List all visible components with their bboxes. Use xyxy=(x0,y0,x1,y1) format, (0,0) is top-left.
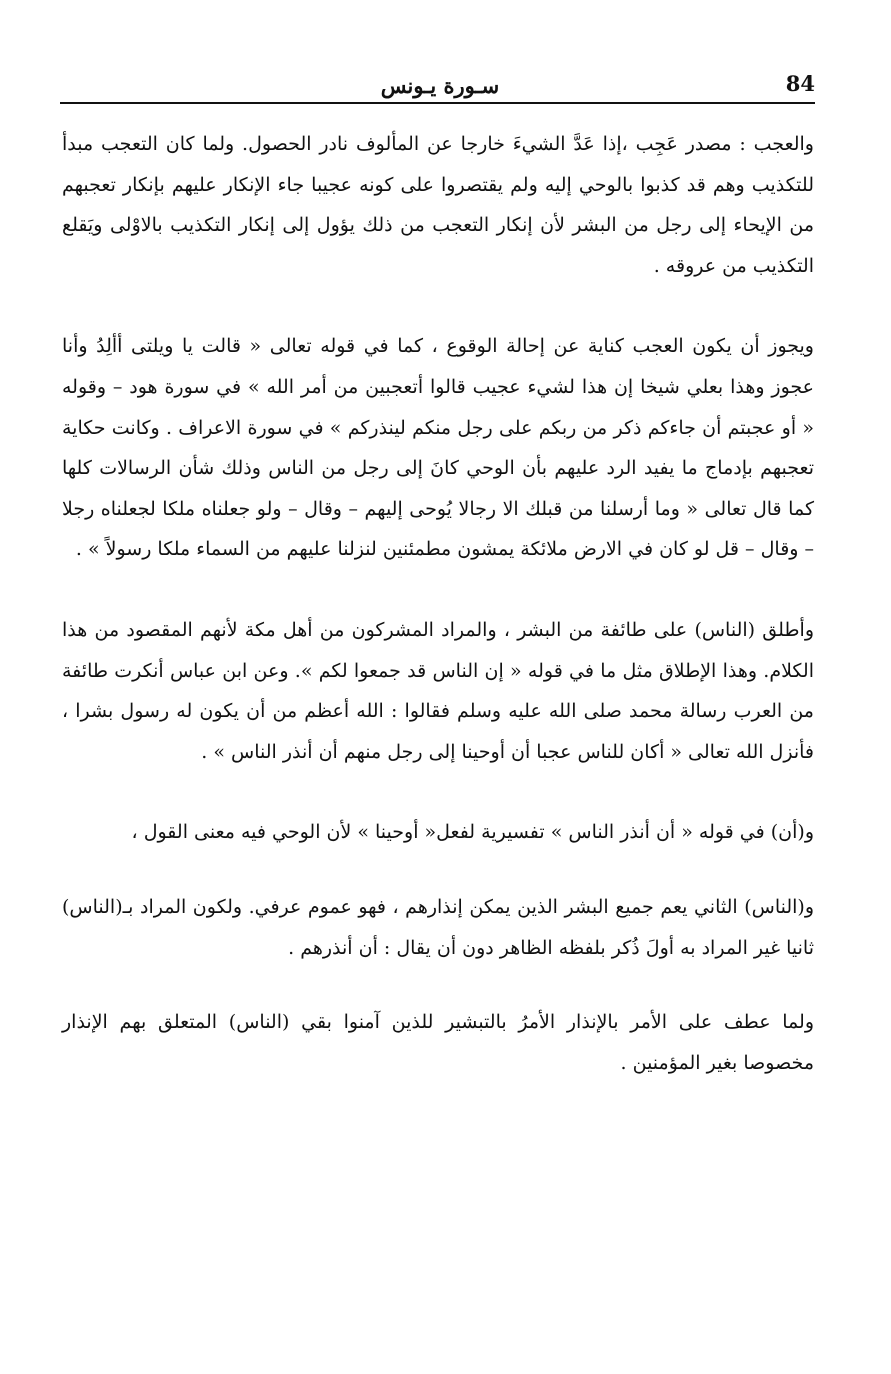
paragraph-people-general: و(الناس) الثاني يعم جميع البشر الذين يمكن إنذارهم ، فهو عموم عرفي. ولكون المراد بـ(الناس) ثانيا غير المراد به أولَ ذُكر بلفظه الظاهر دون أن يقال : أن أنذرهم . xyxy=(62,895,814,959)
running-title: سـورة يـونس xyxy=(380,73,500,98)
page-number: 84 xyxy=(785,71,815,96)
paragraph-warning-scope: ولما عطف على الأمر بالإنذار الأمرُ بالتبشير للذين آمنوا بقي (الناس) المتعلق بهم الإنذار مخصوصا بغير المؤمنين . xyxy=(62,1011,814,1074)
header-rule xyxy=(60,102,815,104)
paragraph-people-meaning: وأطلق (الناس) على طائفة من البشر ، والمراد المشركون من أهل مكة لأنهم المقصود من هذا الكلام. وهذا الإطلاق مثل ما في قوله « إن الناس قد جمعوا لكم ». وعن ابن عباس أنكرت طائفة من العرب رسالة محمد صلى الله عليه وسلم فقالوا : الله أعظم من أن يكون له رسول بشرا ، فأنزل الله تعالى « أكان للناس عجبا أن أوحينا إلى رجل منهم أن أنذر الناس » . xyxy=(62,618,814,763)
page-header xyxy=(60,70,815,106)
paragraph-astonishment-definition: والعجب : مصدر عَجِب ،إذا عَدَّ الشيءَ خارجا عن المألوف نادر الحصول. ولما كان التعجب مبدأ للتكذيب وهم قد كذبوا بالوحي إليه ولم يقتصروا على كونه عجيبا جاء الإنكار عليهم بإنكار تعجبهم من الإيحاء إلى رجل من البشر لأن إنكار التعجب من ذلك يؤول إلى إنكار التكذيب بالاوْلى ويَقلع التكذيب من عروقه . xyxy=(62,133,814,277)
paragraph-an-explanatory: و(أن) في قوله « أن أنذر الناس » تفسيرية لفعل« أوحينا » لأن الوحي فيه معنى القول ، xyxy=(131,821,814,844)
page-body xyxy=(62,124,814,1123)
paragraph-metonymy: ويجوز أن يكون العجب كناية عن إحالة الوقوع ، كما في قوله تعالى « قالت يا ويلتى أألِدُ وأنا عجوز وهذا بعلي شيخا إن هذا لشيء عجيب قالوا أتعجبين من أمر الله » في سورة هود – وقوله « أو عجبتم أن جاءكم ذكر من ربكم على رجل منكم لينذركم » في سورة الاعراف . وكانت حكاية تعجبهم بإدماج ما يفيد الرد عليهم بأن الوحي كانَ إلى رجل من الناس وذلك شأن الرسالات كلها كما قال تعالى « وما أرسلنا من قبلك الا رجالا يُوحى إليهم – وقال – ولو جعلناه ملكا لجعلناه رجلا – وقال – قل لو كان في الارض ملائكة يمشون مطمئنين لنزلنا عليهم من السماء ملكا رسولاً » . xyxy=(62,335,814,561)
